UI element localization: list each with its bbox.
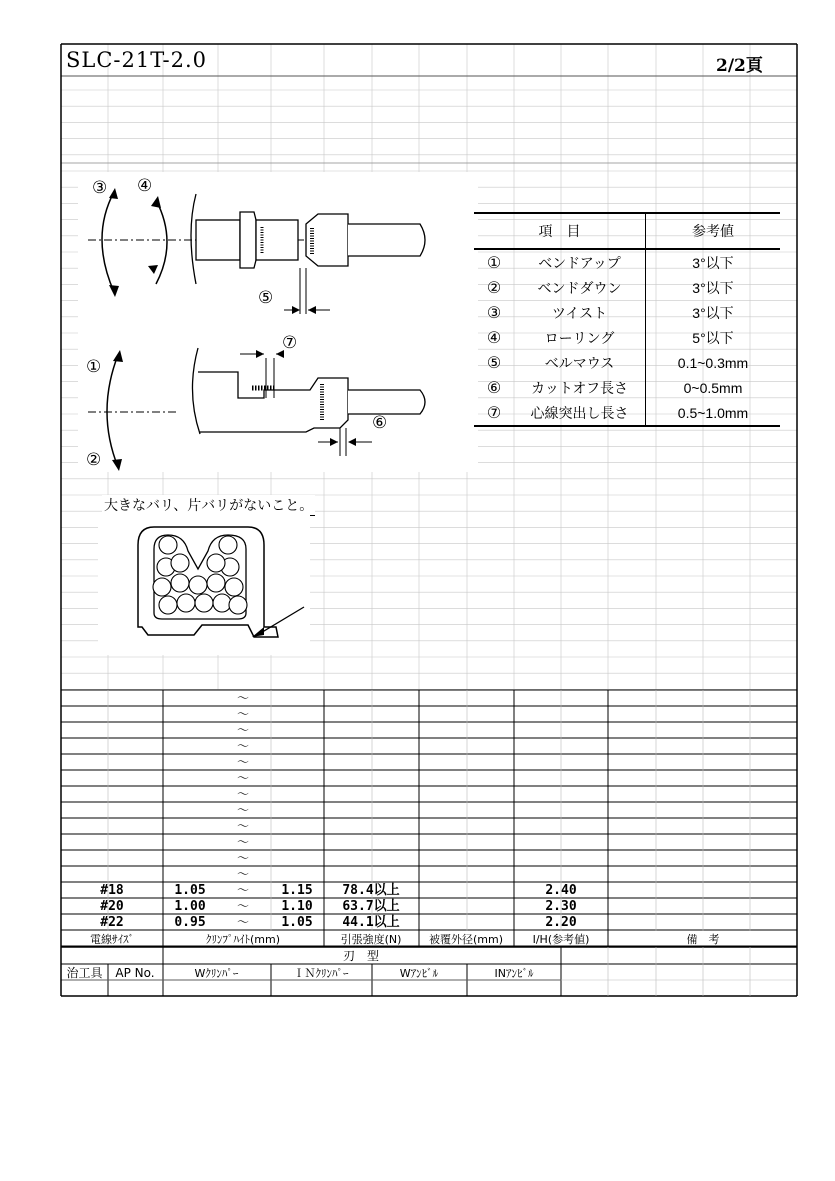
spec-size: #20	[100, 899, 124, 914]
spec-crimp-max: 1.10	[281, 899, 313, 914]
hdr-strength: 引張強度(N)	[340, 933, 402, 946]
page-number: 2/2頁	[716, 56, 763, 76]
spec-crimp-min: 1.00	[174, 899, 206, 914]
spec-ih: 2.30	[545, 899, 577, 914]
label-5: ⑤	[258, 288, 274, 308]
tilde: ～	[236, 899, 249, 913]
ref-no: ⑦	[486, 404, 502, 422]
ref-item: ベンドアップ	[514, 249, 646, 275]
ref-value: 5°以下	[692, 329, 734, 346]
ref-value: 0.5~1.0mm	[677, 404, 749, 421]
spec-strength: 78.4以上	[342, 883, 400, 898]
ref-row	[474, 400, 780, 426]
ref-value: 0~0.5mm	[683, 379, 743, 396]
tool-ap: AP No.	[115, 966, 155, 980]
tilde: ～	[236, 787, 249, 801]
tool-jig: 治工具	[66, 966, 103, 980]
burr-cross-section	[98, 515, 310, 655]
ref-row	[474, 300, 780, 325]
hdr-od: 被覆外径(mm)	[428, 933, 503, 946]
hdr-ih: I/H(参考値)	[532, 933, 590, 946]
ref-row	[474, 249, 780, 275]
ref-no: ⑤	[486, 354, 502, 372]
spec-crimp-min: 1.05	[174, 883, 206, 898]
label-3: ③	[92, 178, 108, 198]
ref-no: ②	[486, 279, 502, 297]
tilde: ～	[236, 867, 249, 881]
spec-ih: 2.40	[545, 883, 577, 898]
ref-row	[474, 325, 780, 350]
burr-note: 大きなバリ、片バリがないこと。	[102, 495, 315, 516]
reference-table	[474, 212, 780, 427]
tool-in-crimper: ＩＮｸﾘﾝﾊﾟｰ	[293, 967, 349, 980]
tilde: ～	[236, 739, 249, 753]
tilde: ～	[236, 691, 249, 705]
ref-no: ⑥	[486, 379, 502, 397]
tilde: ～	[236, 851, 249, 865]
tool-w-anvil: Wｱﾝﾋﾞﾙ	[399, 967, 439, 980]
tilde: ～	[236, 755, 249, 769]
tool-w-crimper: Wｸﾘﾝﾊﾟｰ	[194, 967, 239, 980]
spec-crimp-max: 1.15	[281, 883, 313, 898]
ref-item: ローリング	[514, 325, 646, 350]
hdr-crimp: ｸﾘﾝﾌﾟﾊｲﾄ(mm)	[205, 933, 280, 946]
spec-size: #22	[100, 915, 124, 930]
ref-no: ①	[486, 254, 502, 272]
ref-row	[474, 275, 780, 300]
ref-value: 0.1~0.3mm	[677, 354, 749, 371]
tilde: ～	[236, 819, 249, 833]
ref-row	[474, 375, 780, 400]
tilde: ～	[236, 883, 249, 897]
tilde: ～	[236, 835, 249, 849]
ref-header-item: 項 目	[474, 213, 646, 249]
tilde: ～	[236, 707, 249, 721]
ref-item: カットオフ長さ	[514, 375, 646, 400]
spec-strength: 63.7以上	[342, 899, 400, 914]
ref-item: ベンドダウン	[514, 275, 646, 300]
spec-size: #18	[100, 883, 124, 898]
spec-ih: 2.20	[545, 915, 577, 930]
ref-value: 3°以下	[692, 254, 734, 271]
label-7: ⑦	[282, 333, 298, 353]
ref-value: 3°以下	[692, 304, 734, 321]
tilde: ～	[236, 803, 249, 817]
label-6: ⑥	[372, 413, 388, 433]
label-4: ④	[137, 176, 153, 196]
ref-row	[474, 350, 780, 375]
label-2: ②	[86, 450, 102, 470]
tilde: ～	[236, 771, 249, 785]
tilde: ～	[236, 915, 249, 929]
ref-header-value: 参考値	[692, 223, 734, 239]
ref-value: 3°以下	[692, 279, 734, 296]
terminal-diagram	[78, 172, 478, 472]
tilde: ～	[236, 723, 249, 737]
spec-crimp-min: 0.95	[174, 915, 206, 930]
label-1: ①	[86, 357, 102, 377]
ref-no: ③	[486, 304, 502, 322]
hdr-remarks: 備 考	[686, 933, 720, 946]
ref-item: ツイスト	[514, 300, 646, 325]
tool-blade: 刃 型	[342, 949, 379, 963]
hdr-size: 電線ｻｲｽﾞ	[90, 933, 134, 946]
ref-item: ベルマウス	[514, 350, 646, 375]
spec-strength: 44.1以上	[342, 915, 400, 930]
spec-crimp-max: 1.05	[281, 915, 313, 930]
ref-no: ④	[486, 329, 502, 347]
tool-in-anvil: INｱﾝﾋﾞﾙ	[494, 967, 534, 980]
ref-item: 心線突出し長さ	[514, 400, 646, 426]
doc-title: SLC-21T-2.0	[66, 48, 208, 72]
